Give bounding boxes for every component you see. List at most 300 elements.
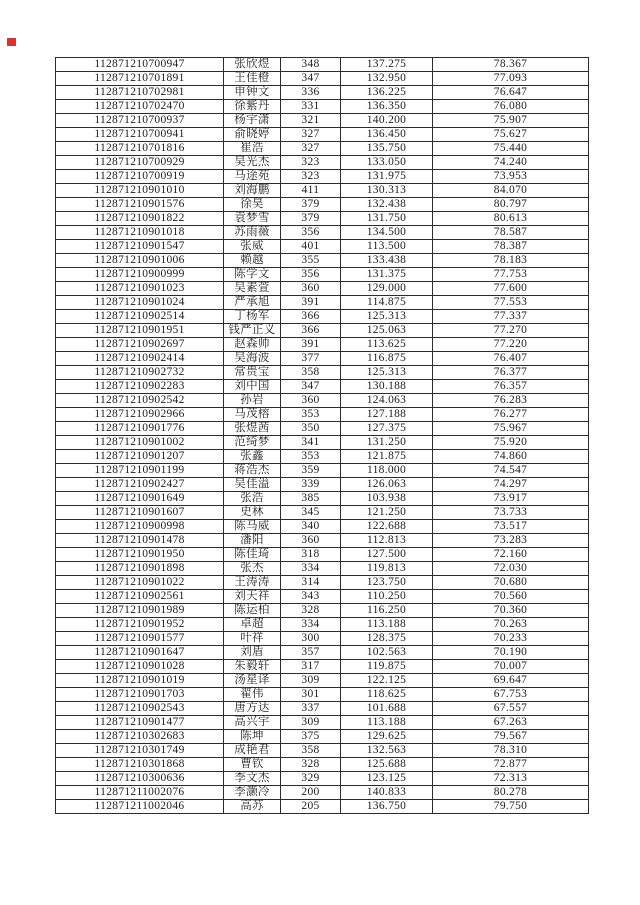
candidate-name-cell: 刘中国 [224, 380, 281, 394]
score-1-cell: 411 [281, 184, 341, 198]
score-1-cell: 353 [281, 450, 341, 464]
candidate-id-cell: 112871210901477 [56, 716, 224, 730]
score-1-cell: 357 [281, 646, 341, 660]
table-row [56, 478, 589, 492]
score-2-cell: 132.438 [341, 198, 433, 212]
score-3-cell: 75.907 [433, 114, 589, 128]
candidate-name-cell: 张威 [224, 240, 281, 254]
score-3-cell: 76.647 [433, 86, 589, 100]
candidate-name-cell: 叶祥 [224, 632, 281, 646]
score-1-cell: 327 [281, 142, 341, 156]
candidate-id-cell: 112871210900998 [56, 520, 224, 534]
candidate-name-cell: 严承旭 [224, 296, 281, 310]
table-row [56, 170, 589, 184]
score-1-cell: 343 [281, 590, 341, 604]
candidate-name-cell: 孙岩 [224, 394, 281, 408]
table-row [56, 240, 589, 254]
score-1-cell: 358 [281, 366, 341, 380]
candidate-id-cell: 112871210901028 [56, 660, 224, 674]
score-1-cell: 350 [281, 422, 341, 436]
score-1-cell: 385 [281, 492, 341, 506]
score-2-cell: 113.188 [341, 618, 433, 632]
score-1-cell: 377 [281, 352, 341, 366]
candidate-name-cell: 陈学文 [224, 268, 281, 282]
table-row [56, 100, 589, 114]
score-3-cell: 79.567 [433, 730, 589, 744]
score-2-cell: 131.375 [341, 268, 433, 282]
score-1-cell: 339 [281, 478, 341, 492]
score-1-cell: 366 [281, 310, 341, 324]
table-row [56, 128, 589, 142]
table-row [56, 646, 589, 660]
candidate-name-cell: 申钟文 [224, 86, 281, 100]
candidate-id-cell: 112871210901018 [56, 226, 224, 240]
score-2-cell: 127.375 [341, 422, 433, 436]
score-1-cell: 379 [281, 212, 341, 226]
score-1-cell: 375 [281, 730, 341, 744]
score-2-cell: 132.950 [341, 72, 433, 86]
candidate-id-cell: 112871210901010 [56, 184, 224, 198]
table-row [56, 296, 589, 310]
candidate-name-cell: 刘海鹏 [224, 184, 281, 198]
candidate-id-cell: 112871211002046 [56, 800, 224, 814]
score-2-cell: 119.875 [341, 660, 433, 674]
candidate-id-cell: 112871210902514 [56, 310, 224, 324]
candidate-id-cell: 112871210901952 [56, 618, 224, 632]
score-1-cell: 334 [281, 562, 341, 576]
candidate-id-cell: 112871210301868 [56, 758, 224, 772]
score-2-cell: 102.563 [341, 646, 433, 660]
table-row [56, 450, 589, 464]
score-2-cell: 140.200 [341, 114, 433, 128]
score-2-cell: 103.938 [341, 492, 433, 506]
candidate-name-cell: 张浩 [224, 492, 281, 506]
score-2-cell: 121.875 [341, 450, 433, 464]
candidate-id-cell: 112871210901207 [56, 450, 224, 464]
candidate-id-cell: 112871210901002 [56, 436, 224, 450]
score-2-cell: 123.750 [341, 576, 433, 590]
candidate-id-cell: 112871210902697 [56, 338, 224, 352]
score-1-cell: 347 [281, 380, 341, 394]
score-1-cell: 356 [281, 268, 341, 282]
score-3-cell: 80.797 [433, 198, 589, 212]
candidate-id-cell: 112871210301749 [56, 744, 224, 758]
score-2-cell: 135.750 [341, 142, 433, 156]
candidate-name-cell: 吴佳溢 [224, 478, 281, 492]
candidate-id-cell: 112871210902966 [56, 408, 224, 422]
score-2-cell: 136.350 [341, 100, 433, 114]
candidate-id-cell: 112871210701816 [56, 142, 224, 156]
score-3-cell: 72.877 [433, 758, 589, 772]
table-row [56, 562, 589, 576]
candidate-name-cell: 李灏冷 [224, 786, 281, 800]
table-row [56, 310, 589, 324]
table-row [56, 688, 589, 702]
score-1-cell: 321 [281, 114, 341, 128]
score-1-cell: 317 [281, 660, 341, 674]
score-1-cell: 200 [281, 786, 341, 800]
score-2-cell: 124.063 [341, 394, 433, 408]
candidate-id-cell: 112871210701891 [56, 72, 224, 86]
table-row [56, 254, 589, 268]
score-3-cell: 73.733 [433, 506, 589, 520]
candidate-name-cell: 高苏 [224, 800, 281, 814]
score-3-cell: 72.030 [433, 562, 589, 576]
score-1-cell: 353 [281, 408, 341, 422]
candidate-name-cell: 吴光杰 [224, 156, 281, 170]
score-2-cell: 101.688 [341, 702, 433, 716]
score-2-cell: 130.313 [341, 184, 433, 198]
score-2-cell: 118.625 [341, 688, 433, 702]
score-2-cell: 110.250 [341, 590, 433, 604]
candidate-id-cell: 112871210901024 [56, 296, 224, 310]
candidate-id-cell: 112871210901950 [56, 548, 224, 562]
candidate-id-cell: 112871210901022 [56, 576, 224, 590]
score-3-cell: 76.080 [433, 100, 589, 114]
candidate-name-cell: 苏雨薇 [224, 226, 281, 240]
score-1-cell: 331 [281, 100, 341, 114]
candidate-id-cell: 112871210901478 [56, 534, 224, 548]
score-3-cell: 80.278 [433, 786, 589, 800]
score-2-cell: 116.875 [341, 352, 433, 366]
score-2-cell: 122.125 [341, 674, 433, 688]
score-2-cell: 133.438 [341, 254, 433, 268]
candidate-id-cell: 112871210702470 [56, 100, 224, 114]
candidate-name-cell: 张煜茜 [224, 422, 281, 436]
score-3-cell: 77.337 [433, 310, 589, 324]
candidate-name-cell: 马途苑 [224, 170, 281, 184]
candidate-id-cell: 112871210901199 [56, 464, 224, 478]
score-3-cell: 76.377 [433, 366, 589, 380]
candidate-id-cell: 112871210302683 [56, 730, 224, 744]
score-table-body [56, 58, 589, 814]
score-3-cell: 84.070 [433, 184, 589, 198]
table-row [56, 156, 589, 170]
candidate-name-cell: 赵森帅 [224, 338, 281, 352]
score-2-cell: 136.750 [341, 800, 433, 814]
score-3-cell: 73.517 [433, 520, 589, 534]
score-2-cell: 116.250 [341, 604, 433, 618]
score-3-cell: 70.263 [433, 618, 589, 632]
candidate-id-cell: 112871210901989 [56, 604, 224, 618]
score-2-cell: 119.813 [341, 562, 433, 576]
candidate-id-cell: 112871210901576 [56, 198, 224, 212]
score-1-cell: 391 [281, 296, 341, 310]
table-row [56, 142, 589, 156]
table-row [56, 114, 589, 128]
score-1-cell: 327 [281, 128, 341, 142]
score-1-cell: 309 [281, 716, 341, 730]
score-1-cell: 366 [281, 324, 341, 338]
candidate-name-cell: 翟伟 [224, 688, 281, 702]
candidate-name-cell: 潘阳 [224, 534, 281, 548]
score-3-cell: 76.277 [433, 408, 589, 422]
candidate-name-cell: 陈佳琦 [224, 548, 281, 562]
candidate-id-cell: 112871210700937 [56, 114, 224, 128]
score-1-cell: 205 [281, 800, 341, 814]
score-2-cell: 131.975 [341, 170, 433, 184]
score-table [55, 57, 589, 814]
score-3-cell: 75.920 [433, 436, 589, 450]
table-row [56, 380, 589, 394]
table-row [56, 352, 589, 366]
score-1-cell: 323 [281, 156, 341, 170]
score-3-cell: 75.440 [433, 142, 589, 156]
candidate-id-cell: 112871210702981 [56, 86, 224, 100]
score-2-cell: 123.125 [341, 772, 433, 786]
score-3-cell: 70.190 [433, 646, 589, 660]
score-2-cell: 118.000 [341, 464, 433, 478]
score-2-cell: 114.875 [341, 296, 433, 310]
score-2-cell: 126.063 [341, 478, 433, 492]
score-1-cell: 358 [281, 744, 341, 758]
score-2-cell: 134.500 [341, 226, 433, 240]
score-3-cell: 77.753 [433, 268, 589, 282]
score-3-cell: 69.647 [433, 674, 589, 688]
score-2-cell: 125.313 [341, 366, 433, 380]
score-3-cell: 70.560 [433, 590, 589, 604]
score-3-cell: 70.680 [433, 576, 589, 590]
candidate-name-cell: 刘天祥 [224, 590, 281, 604]
candidate-name-cell: 史林 [224, 506, 281, 520]
score-3-cell: 78.183 [433, 254, 589, 268]
candidate-id-cell: 112871210300636 [56, 772, 224, 786]
score-3-cell: 77.270 [433, 324, 589, 338]
score-3-cell: 67.557 [433, 702, 589, 716]
candidate-name-cell: 朱毅轩 [224, 660, 281, 674]
score-3-cell: 76.283 [433, 394, 589, 408]
score-2-cell: 136.225 [341, 86, 433, 100]
score-1-cell: 345 [281, 506, 341, 520]
score-2-cell: 131.750 [341, 212, 433, 226]
score-1-cell: 359 [281, 464, 341, 478]
table-row [56, 660, 589, 674]
table-row [56, 702, 589, 716]
score-3-cell: 74.240 [433, 156, 589, 170]
score-2-cell: 131.250 [341, 436, 433, 450]
table-row [56, 72, 589, 86]
candidate-id-cell: 112871210902414 [56, 352, 224, 366]
candidate-id-cell: 112871210901019 [56, 674, 224, 688]
score-3-cell: 76.407 [433, 352, 589, 366]
candidate-id-cell: 112871210901822 [56, 212, 224, 226]
score-1-cell: 314 [281, 576, 341, 590]
table-row [56, 520, 589, 534]
score-2-cell: 127.500 [341, 548, 433, 562]
score-1-cell: 347 [281, 72, 341, 86]
candidate-id-cell: 112871210901649 [56, 492, 224, 506]
candidate-name-cell: 卓超 [224, 618, 281, 632]
score-1-cell: 348 [281, 58, 341, 72]
score-2-cell: 136.450 [341, 128, 433, 142]
score-3-cell: 74.860 [433, 450, 589, 464]
candidate-name-cell: 陈运柏 [224, 604, 281, 618]
candidate-id-cell: 112871210700919 [56, 170, 224, 184]
score-2-cell: 129.000 [341, 282, 433, 296]
score-3-cell: 67.263 [433, 716, 589, 730]
score-3-cell: 75.627 [433, 128, 589, 142]
score-1-cell: 301 [281, 688, 341, 702]
candidate-name-cell: 刘盾 [224, 646, 281, 660]
table-row [56, 464, 589, 478]
candidate-id-cell: 112871211002076 [56, 786, 224, 800]
candidate-id-cell: 112871210901577 [56, 632, 224, 646]
table-row [56, 800, 589, 814]
score-1-cell: 360 [281, 534, 341, 548]
score-1-cell: 379 [281, 198, 341, 212]
candidate-name-cell: 杨宇潇 [224, 114, 281, 128]
candidate-name-cell: 张鑫 [224, 450, 281, 464]
candidate-name-cell: 吴素萱 [224, 282, 281, 296]
score-3-cell: 78.387 [433, 240, 589, 254]
score-1-cell: 318 [281, 548, 341, 562]
table-row [56, 730, 589, 744]
score-1-cell: 300 [281, 632, 341, 646]
candidate-id-cell: 112871210902427 [56, 478, 224, 492]
table-row [56, 58, 589, 72]
candidate-id-cell: 112871210901898 [56, 562, 224, 576]
table-row [56, 534, 589, 548]
table-row [56, 506, 589, 520]
table-row [56, 772, 589, 786]
score-1-cell: 360 [281, 394, 341, 408]
score-3-cell: 70.233 [433, 632, 589, 646]
score-1-cell: 329 [281, 772, 341, 786]
candidate-name-cell: 王佳橙 [224, 72, 281, 86]
score-1-cell: 323 [281, 170, 341, 184]
score-3-cell: 73.283 [433, 534, 589, 548]
candidate-name-cell: 徐昊 [224, 198, 281, 212]
candidate-id-cell: 112871210901951 [56, 324, 224, 338]
candidate-id-cell: 112871210902283 [56, 380, 224, 394]
score-2-cell: 129.625 [341, 730, 433, 744]
candidate-id-cell: 112871210901647 [56, 646, 224, 660]
table-row [56, 436, 589, 450]
candidate-name-cell: 成艳君 [224, 744, 281, 758]
score-2-cell: 132.563 [341, 744, 433, 758]
score-3-cell: 78.367 [433, 58, 589, 72]
candidate-name-cell: 张杰 [224, 562, 281, 576]
score-3-cell: 78.310 [433, 744, 589, 758]
candidate-name-cell: 蒋浩杰 [224, 464, 281, 478]
candidate-id-cell: 112871210700941 [56, 128, 224, 142]
table-row [56, 366, 589, 380]
candidate-name-cell: 赖越 [224, 254, 281, 268]
candidate-id-cell: 112871210901547 [56, 240, 224, 254]
candidate-name-cell: 陈马威 [224, 520, 281, 534]
table-row [56, 86, 589, 100]
table-row [56, 268, 589, 282]
score-1-cell: 328 [281, 758, 341, 772]
score-1-cell: 391 [281, 338, 341, 352]
candidate-name-cell: 陈坤 [224, 730, 281, 744]
table-row [56, 324, 589, 338]
score-3-cell: 72.160 [433, 548, 589, 562]
table-row [56, 282, 589, 296]
score-3-cell: 80.613 [433, 212, 589, 226]
score-3-cell: 73.953 [433, 170, 589, 184]
candidate-name-cell: 徐紫丹 [224, 100, 281, 114]
score-2-cell: 113.188 [341, 716, 433, 730]
candidate-id-cell: 112871210900999 [56, 268, 224, 282]
score-3-cell: 70.360 [433, 604, 589, 618]
score-1-cell: 328 [281, 604, 341, 618]
score-2-cell: 128.375 [341, 632, 433, 646]
table-row [56, 632, 589, 646]
table-row [56, 408, 589, 422]
table-row [56, 394, 589, 408]
table-row [56, 226, 589, 240]
score-2-cell: 113.500 [341, 240, 433, 254]
score-2-cell: 121.250 [341, 506, 433, 520]
red-marker [7, 38, 16, 46]
table-row [56, 338, 589, 352]
score-2-cell: 130.188 [341, 380, 433, 394]
score-2-cell: 122.688 [341, 520, 433, 534]
candidate-name-cell: 崔浩 [224, 142, 281, 156]
score-1-cell: 336 [281, 86, 341, 100]
candidate-id-cell: 112871210700947 [56, 58, 224, 72]
candidate-name-cell: 丁杨军 [224, 310, 281, 324]
candidate-id-cell: 112871210902543 [56, 702, 224, 716]
score-1-cell: 341 [281, 436, 341, 450]
candidate-id-cell: 112871210700929 [56, 156, 224, 170]
table-row [56, 198, 589, 212]
score-1-cell: 309 [281, 674, 341, 688]
candidate-name-cell: 吴海波 [224, 352, 281, 366]
score-3-cell: 77.553 [433, 296, 589, 310]
table-row [56, 758, 589, 772]
table-row [56, 492, 589, 506]
score-3-cell: 77.600 [433, 282, 589, 296]
score-2-cell: 125.688 [341, 758, 433, 772]
score-3-cell: 78.587 [433, 226, 589, 240]
score-2-cell: 127.188 [341, 408, 433, 422]
score-3-cell: 74.547 [433, 464, 589, 478]
candidate-name-cell: 曹钦 [224, 758, 281, 772]
table-row [56, 548, 589, 562]
candidate-name-cell: 范绮梦 [224, 436, 281, 450]
candidate-id-cell: 112871210901703 [56, 688, 224, 702]
candidate-id-cell: 112871210901023 [56, 282, 224, 296]
candidate-id-cell: 112871210902561 [56, 590, 224, 604]
table-row [56, 618, 589, 632]
score-1-cell: 401 [281, 240, 341, 254]
score-3-cell: 74.297 [433, 478, 589, 492]
score-3-cell: 77.093 [433, 72, 589, 86]
score-2-cell: 140.833 [341, 786, 433, 800]
candidate-name-cell: 高兴宇 [224, 716, 281, 730]
candidate-id-cell: 112871210902732 [56, 366, 224, 380]
candidate-name-cell: 钱严正义 [224, 324, 281, 338]
candidate-id-cell: 112871210901006 [56, 254, 224, 268]
table-row [56, 716, 589, 730]
score-1-cell: 356 [281, 226, 341, 240]
score-2-cell: 125.313 [341, 310, 433, 324]
candidate-name-cell: 常贵宝 [224, 366, 281, 380]
score-1-cell: 360 [281, 282, 341, 296]
score-3-cell: 75.967 [433, 422, 589, 436]
table-row [56, 422, 589, 436]
table-row [56, 212, 589, 226]
table-row [56, 184, 589, 198]
score-3-cell: 70.007 [433, 660, 589, 674]
candidate-name-cell: 袁梦雪 [224, 212, 281, 226]
score-2-cell: 133.050 [341, 156, 433, 170]
candidate-name-cell: 李文杰 [224, 772, 281, 786]
score-2-cell: 125.063 [341, 324, 433, 338]
score-3-cell: 72.313 [433, 772, 589, 786]
